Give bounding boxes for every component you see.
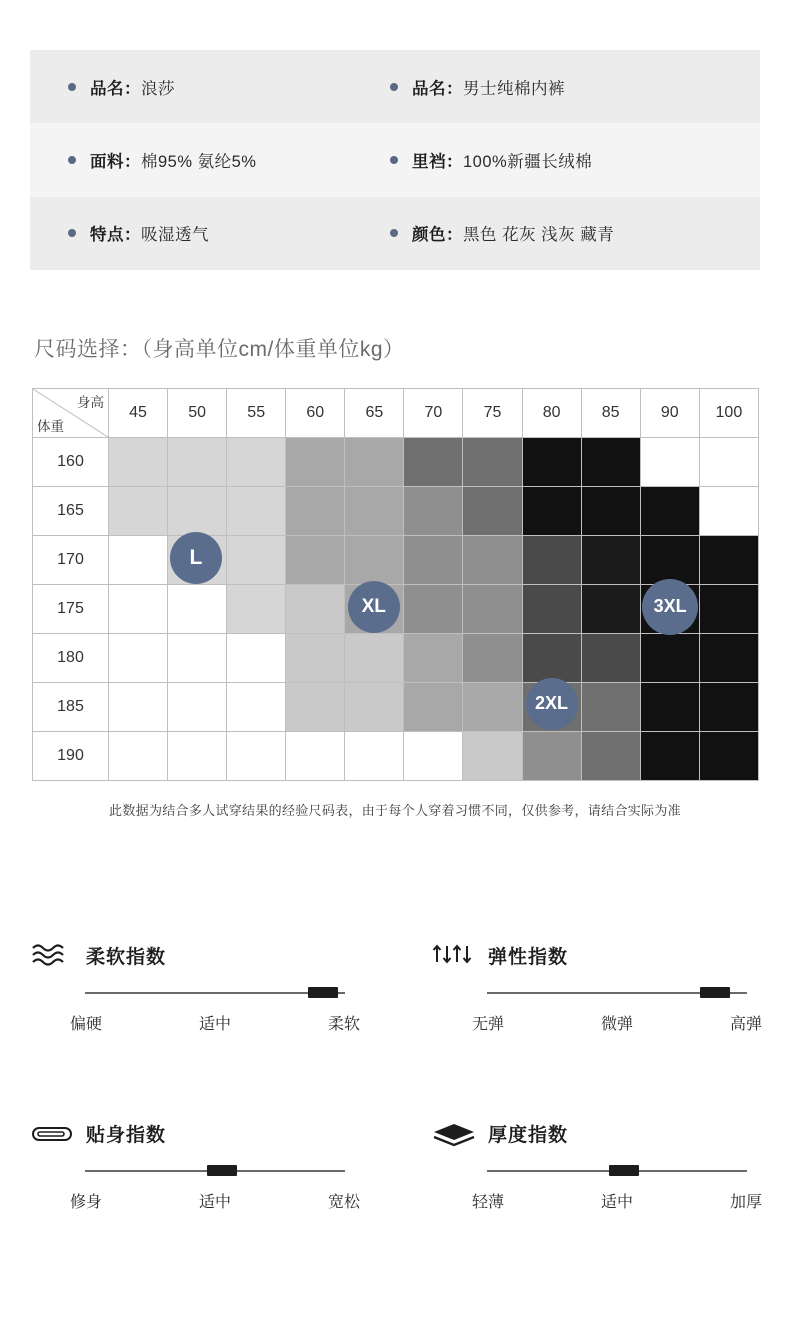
size-cell [109,634,168,683]
spec-row [30,197,760,270]
size-cell [699,438,758,487]
size-cell [699,585,758,634]
size-cell [581,536,640,585]
index-title: 柔软指数 [86,946,167,968]
size-cell [463,732,522,781]
size-cell [227,634,286,683]
index-elasticity [432,935,762,1033]
spec-item [30,75,360,99]
size-cell [699,634,758,683]
size-cell [109,438,168,487]
size-cell [463,634,522,683]
size-cell [345,487,404,536]
spec-item [360,221,760,245]
spec-row [30,123,760,196]
index-thickness [432,1113,762,1211]
size-cell [109,536,168,585]
size-cell [286,634,345,683]
index-title: 贴身指数 [86,1124,167,1146]
size-cell [168,438,227,487]
size-cell [345,732,404,781]
size-badge: XL [348,581,400,633]
bullet-icon [68,156,76,164]
index-label: 适中 [198,1016,231,1033]
spec-row [30,50,760,123]
index-header [432,935,752,975]
bullet-icon [390,156,398,164]
index-slider [487,987,747,999]
index-header [30,935,350,975]
size-cell [581,732,640,781]
index-slider [85,987,345,999]
height-header: 170 [33,536,109,585]
weight-header: 55 [227,389,286,438]
corner-height-label: 身高 [77,395,104,410]
size-cell [640,683,699,732]
index-label: 适中 [198,1194,231,1211]
layers-icon [432,1118,488,1148]
size-cell [404,732,463,781]
size-cell [699,536,758,585]
size-cell [345,683,404,732]
arrows-updown-icon [432,940,488,970]
spec-value: 100%新疆长绒棉 [463,152,593,171]
spec-label: 特点： [90,226,141,245]
index-label: 偏硬 [70,1016,103,1033]
size-cell [109,585,168,634]
index-label: 修身 [70,1194,103,1211]
table-row [33,683,759,732]
table-corner-cell [33,389,109,438]
bullet-icon [390,229,398,237]
index-labels [70,1011,360,1034]
spec-value: 棉95% 氨纶5% [141,152,257,171]
weight-header: 70 [404,389,463,438]
height-header: 180 [33,634,109,683]
slider-knob [207,1165,237,1176]
spec-label: 面料： [90,152,141,171]
size-badge: 2XL [526,678,578,730]
size-cell [463,487,522,536]
size-cell [345,438,404,487]
spec-item [360,148,760,172]
size-cell [404,683,463,732]
spec-label: 品名： [90,79,141,98]
size-cell [345,634,404,683]
slider-track [85,992,345,994]
height-header: 190 [33,732,109,781]
corner-weight-label: 体重 [37,419,64,434]
index-title: 厚度指数 [488,1124,569,1146]
spec-value: 男士纯棉内裤 [463,79,565,98]
index-label: 轻薄 [472,1194,505,1211]
size-table [32,388,759,781]
index-label: 加厚 [729,1194,762,1211]
slider-knob [700,987,730,998]
size-cell [168,585,227,634]
size-badge: 3XL [642,579,698,635]
size-cell [581,683,640,732]
size-cell [640,536,699,585]
size-badge: L [170,532,222,584]
weight-header: 50 [168,389,227,438]
size-cell [286,487,345,536]
spec-item [30,221,360,245]
size-cell [581,487,640,536]
size-cell [522,732,581,781]
size-cell [168,487,227,536]
weight-header: 75 [463,389,522,438]
table-row [33,438,759,487]
size-cell [227,438,286,487]
size-cell [581,634,640,683]
size-cell [640,487,699,536]
height-header: 160 [33,438,109,487]
size-cell [345,536,404,585]
slider-knob [609,1165,639,1176]
size-cell [286,438,345,487]
size-cell [404,438,463,487]
size-cell [640,438,699,487]
size-cell [522,634,581,683]
size-cell [168,634,227,683]
spec-value: 黑色 花灰 浅灰 藏青 [463,226,615,245]
size-cell [286,536,345,585]
spec-value: 浪莎 [141,79,175,98]
size-cell [463,585,522,634]
size-cell [286,683,345,732]
size-cell [286,732,345,781]
size-cell [404,487,463,536]
table-header-row [33,389,759,438]
size-cell [404,536,463,585]
table-row [33,536,759,585]
size-cell [581,438,640,487]
weight-header: 85 [581,389,640,438]
spec-label: 品名： [412,79,463,98]
size-cell [699,732,758,781]
index-header [432,1113,752,1153]
height-header: 185 [33,683,109,732]
size-chart-note: 此数据为结合多人试穿结果的经验尺码表，由于每个人穿着习惯不同，仅供参考，请结合实际为准 [109,803,681,818]
height-header: 165 [33,487,109,536]
size-cell [699,487,758,536]
index-label: 适中 [600,1194,633,1211]
size-cell [109,732,168,781]
size-cell [168,683,227,732]
weight-header: 90 [640,389,699,438]
index-label: 宽松 [327,1194,360,1211]
table-row [33,732,759,781]
weight-header: 45 [109,389,168,438]
index-labels [70,1189,360,1212]
weight-header: 100 [699,389,758,438]
size-cell [227,487,286,536]
index-header [30,1113,350,1153]
spec-label: 里裆： [412,152,463,171]
size-cell [522,487,581,536]
index-label: 柔软 [327,1016,360,1033]
size-cell [463,683,522,732]
index-slider [85,1165,345,1177]
size-cell [109,683,168,732]
size-cell [522,438,581,487]
index-label: 无弹 [472,1016,505,1033]
weight-header: 80 [522,389,581,438]
table-row [33,634,759,683]
size-cell [227,585,286,634]
spec-item [30,148,360,172]
waves-icon [30,940,86,970]
size-cell [699,683,758,732]
size-cell [404,585,463,634]
index-fit [30,1113,360,1211]
spec-label: 颜色： [412,226,463,245]
height-header: 175 [33,585,109,634]
slider-knob [308,987,338,998]
size-cell [227,732,286,781]
size-cell [404,634,463,683]
size-cell [168,732,227,781]
size-cell [463,438,522,487]
clip-icon [30,1118,86,1148]
index-labels [472,1189,762,1212]
weight-header: 60 [286,389,345,438]
index-title: 弹性指数 [488,946,569,968]
table-row [33,487,759,536]
size-cell [286,585,345,634]
size-cell [581,585,640,634]
index-softness [30,935,360,1033]
product-spec-block [30,50,760,270]
size-cell [522,536,581,585]
index-slider [487,1165,747,1177]
size-cell [640,732,699,781]
index-labels [472,1011,762,1034]
index-label: 微弹 [600,1016,633,1033]
weight-header: 65 [345,389,404,438]
size-cell [109,487,168,536]
size-cell [463,536,522,585]
size-cell [522,585,581,634]
bullet-icon [390,83,398,91]
size-cell [227,536,286,585]
spec-item [360,75,760,99]
bullet-icon [68,83,76,91]
index-label: 高弹 [729,1016,762,1033]
size-cell [227,683,286,732]
spec-value: 吸湿透气 [141,226,209,245]
size-section-title: 尺码选择：（身高单位cm/体重单位kg） [34,338,405,361]
size-cell [640,634,699,683]
bullet-icon [68,229,76,237]
